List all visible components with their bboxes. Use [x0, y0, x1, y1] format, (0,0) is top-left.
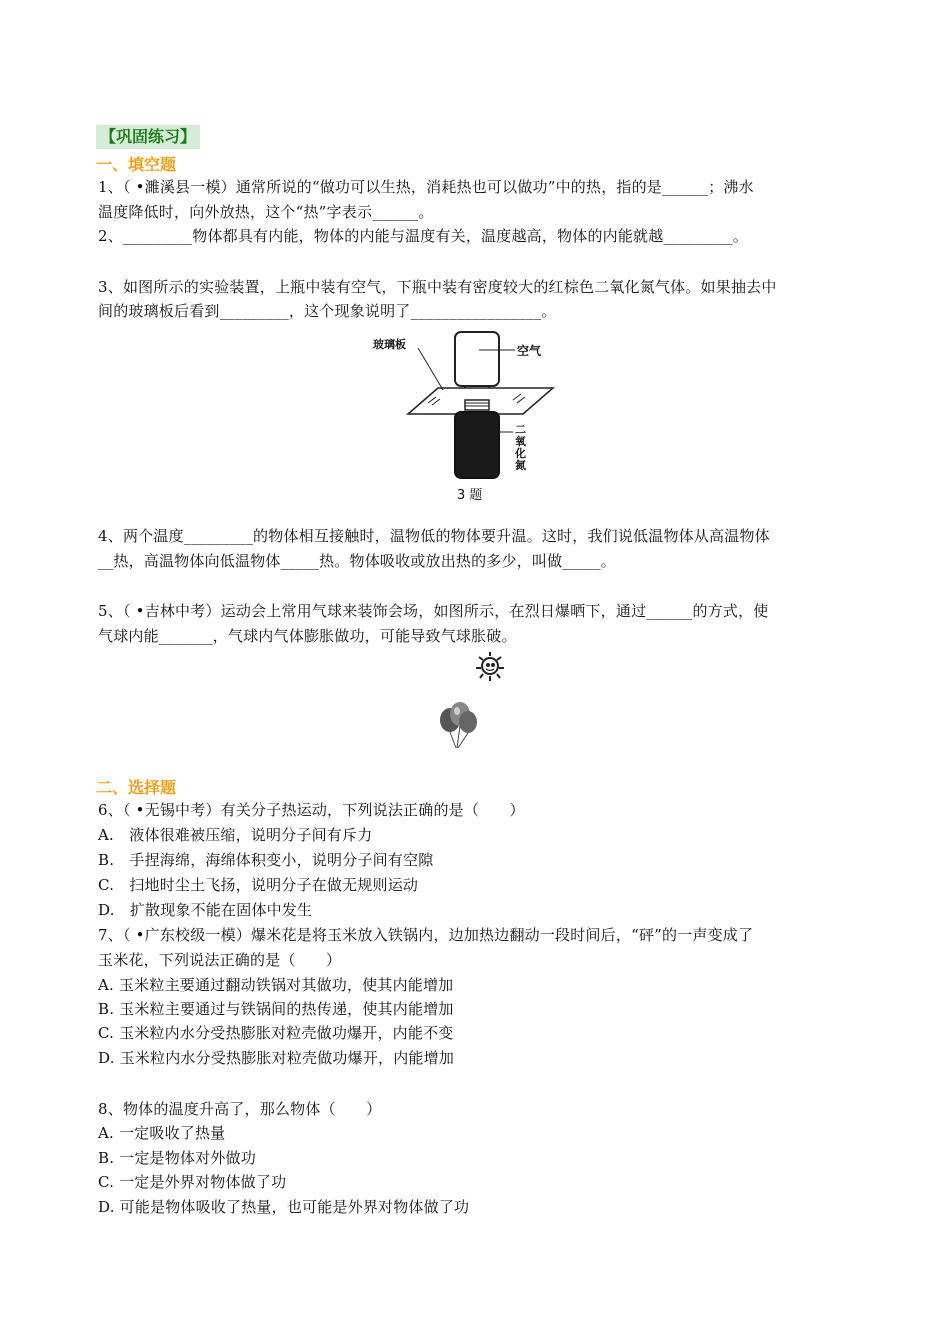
q6-stem: 6、（ •无锡中考）有关分子热运动，下列说法正确的是（ ） — [98, 801, 525, 819]
q6-option-b: B. 手捏海绵，海绵体积变小，说明分子间有空隙 — [98, 851, 434, 869]
no2-char: 氧 — [515, 435, 526, 448]
q3-line2: 间的玻璃板后看到_________，这个现象说明了_________________。 — [98, 302, 557, 320]
q1-line2: 温度降低时，向外放热，这个“热”字表示______。 — [98, 203, 434, 221]
q3-line1: 3、如图所示的实验装置，上瓶中装有空气，下瓶中装有密度较大的红棕色二氧化氮气体。如果抽去中 — [98, 278, 777, 296]
no2-char: 二 — [515, 423, 526, 436]
q7-option-a: A. 玉米粒主要通过翻动铁锅对其做功，使其内能增加 — [98, 976, 454, 994]
q7-option-b: B. 玉米粒主要通过与铁锅间的热传递，使其内能增加 — [98, 1000, 454, 1018]
q6-option-c: C. 扫地时尘土飞扬，说明分子在做无规则运动 — [98, 876, 419, 894]
section-title-fill-blank: 一、填空题 — [96, 155, 177, 174]
q8-option-c: C. 一定是外界对物体做了功 — [98, 1173, 287, 1191]
air-label: 空气 — [517, 344, 542, 358]
no2-char: 化 — [515, 447, 526, 460]
balloon-figure-svg — [432, 648, 522, 753]
q7-option-c: C. 玉米粒内水分受热膨胀对粒壳做功爆开，内能不变 — [98, 1024, 454, 1042]
section-title-choice: 二、选择题 — [96, 778, 177, 797]
q5-line2: 气球内能_______，气球内气体膨胀做功，可能导致气球胀破。 — [98, 627, 517, 645]
q8-option-a: A. 一定吸收了热量 — [98, 1124, 226, 1142]
q6-option-a: A. 液体很难被压缩，说明分子间有斥力 — [98, 826, 373, 844]
practice-banner: 【巩固练习】 — [96, 125, 200, 149]
q7-option-d: D. 玉米粒内水分受热膨胀对粒壳做功爆开，内能增加 — [98, 1049, 455, 1067]
q5-line1: 5、（ •吉林中考）运动会上常用气球来装饰会场，如图所示，在烈日爆晒下，通过______的方式，使 — [98, 602, 769, 620]
q8-option-b: B. 一定是物体对外做功 — [98, 1149, 256, 1167]
figure-caption: 3 题 — [457, 488, 483, 503]
q6-option-d: D. 扩散现象不能在固体中发生 — [98, 901, 313, 919]
balloon-figure — [432, 648, 522, 753]
q4-line1: 4、两个温度_________的物体相互接触时，温物低的物体要升温。这时，我们说低温物体从高温物体 — [98, 527, 770, 545]
q4-line2: __热，高温物体向低温物体_____热。物体吸收或放出热的多少，叫做_____。 — [98, 552, 617, 570]
lower-bottle-no2 — [455, 412, 499, 478]
glass-plate-leader — [418, 348, 443, 390]
sun-icon — [476, 652, 504, 681]
diffusion-figure — [373, 328, 563, 503]
q8-stem: 8、物体的温度升高了，那么物体（ ） — [98, 1100, 382, 1118]
q2-line1: 2、_________物体都具有内能，物体的内能与温度有关，温度越高，物体的内能就越_________。 — [98, 227, 748, 245]
q1-line1: 1、（ •濉溪县一模）通常所说的“做功可以生热，消耗热也可以做功”中的热，指的是______；沸水 — [98, 178, 754, 196]
upper-bottle — [455, 332, 499, 386]
balloons-icon — [440, 702, 477, 748]
no2-label — [515, 424, 527, 472]
glass-plate-label: 玻璃板 — [373, 338, 406, 351]
no2-char: 氮 — [515, 459, 526, 472]
q8-option-d: D. 可能是物体吸收了热量，也可能是外界对物体做了功 — [98, 1198, 470, 1216]
q7-stem-line1: 7、（ •广东校级一模）爆米花是将玉米放入铁锅内，边加热边翻动一段时间后，“砰”的一声变成了 — [98, 926, 754, 944]
q7-stem-line2: 玉米花，下列说法正确的是（ ） — [98, 951, 342, 969]
